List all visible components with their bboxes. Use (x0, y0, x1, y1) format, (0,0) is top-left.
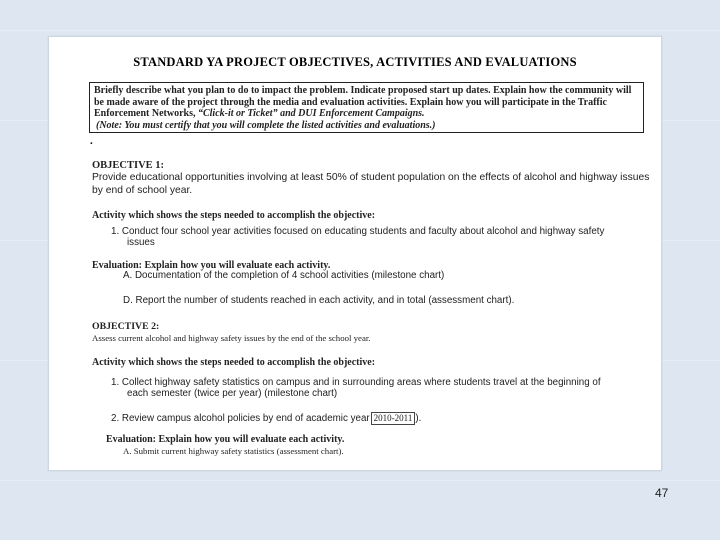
stray-dot: . (90, 135, 93, 147)
academic-year-field: 2010-2011 (371, 412, 416, 425)
instructions-line: be made aware of the project through the media and evaluation activities. Explain how you will participate in the Traffic (94, 96, 607, 108)
background-line (0, 30, 720, 31)
objective1-text: by end of school year. (92, 185, 193, 196)
instructions-text: Enforcement Networks, (94, 108, 198, 120)
instructions-line (94, 108, 640, 120)
objective2-activity-2-text: 2. Review campus alcohol policies by end of academic year (111, 413, 370, 424)
objective1-activity-1: 1. Conduct four school year activities focused on educating students and faculty about alcohol and highway safety (111, 226, 605, 237)
objective2-activity-2 (111, 412, 421, 425)
slide-page-number: 47 (655, 486, 669, 500)
campaign-names: “Click-it or Ticket” and DUI Enforcement Campaigns. (197, 108, 425, 120)
document-title: STANDARD YA PROJECT OBJECTIVES, ACTIVITIES AND EVALUATIONS (133, 55, 577, 69)
document-page (48, 36, 662, 471)
objective1-evaluation-d: D. Report the number of students reached in each activity, and in total (assessment chart). (123, 295, 515, 306)
objective1-evaluation-a: A. Documentation of the completion of 4 school activities (milestone chart) (123, 270, 445, 281)
background-line (0, 480, 720, 481)
objective2-text: Assess current alcohol and highway safety issues by the end of the school year. (92, 333, 371, 343)
objective2-activity-1-cont: each semester (twice per year) (milestone chart) (127, 388, 338, 399)
objective2-activity-2-suffix: ). (415, 413, 422, 424)
objective2-heading: OBJECTIVE 2: (92, 321, 160, 332)
objective2-evaluation-heading: Evaluation: Explain how you will evaluate each activity. (106, 434, 345, 445)
objective1-heading: OBJECTIVE 1: (92, 160, 165, 171)
instructions-line: Briefly describe what you plan to do to impact the problem. Indicate proposed start up dates. Explain how the community will (94, 85, 632, 96)
objective1-activity-heading: Activity which shows the steps needed to accomplish the objective: (92, 210, 376, 221)
objective1-text: Provide educational opportunities involving at least 50% of student population on the effects of alcohol and highway issues (92, 172, 650, 183)
objective2-activity-1: 1. Collect highway safety statistics on campus and in surrounding areas where students travel at the beginning of (111, 377, 601, 388)
instructions-note: (Note: You must certify that you will complete the listed activities and evaluations.) (96, 119, 436, 131)
objective2-activity-heading: Activity which shows the steps needed to accomplish the objective: (92, 357, 376, 368)
objective2-evaluation-a: A. Submit current highway safety statistics (assessment chart). (123, 446, 344, 456)
instructions-box (89, 82, 644, 133)
objective1-activity-1-cont: issues (127, 237, 155, 248)
objective1-evaluation-heading: Evaluation: Explain how you will evaluate each activity. (92, 260, 331, 271)
